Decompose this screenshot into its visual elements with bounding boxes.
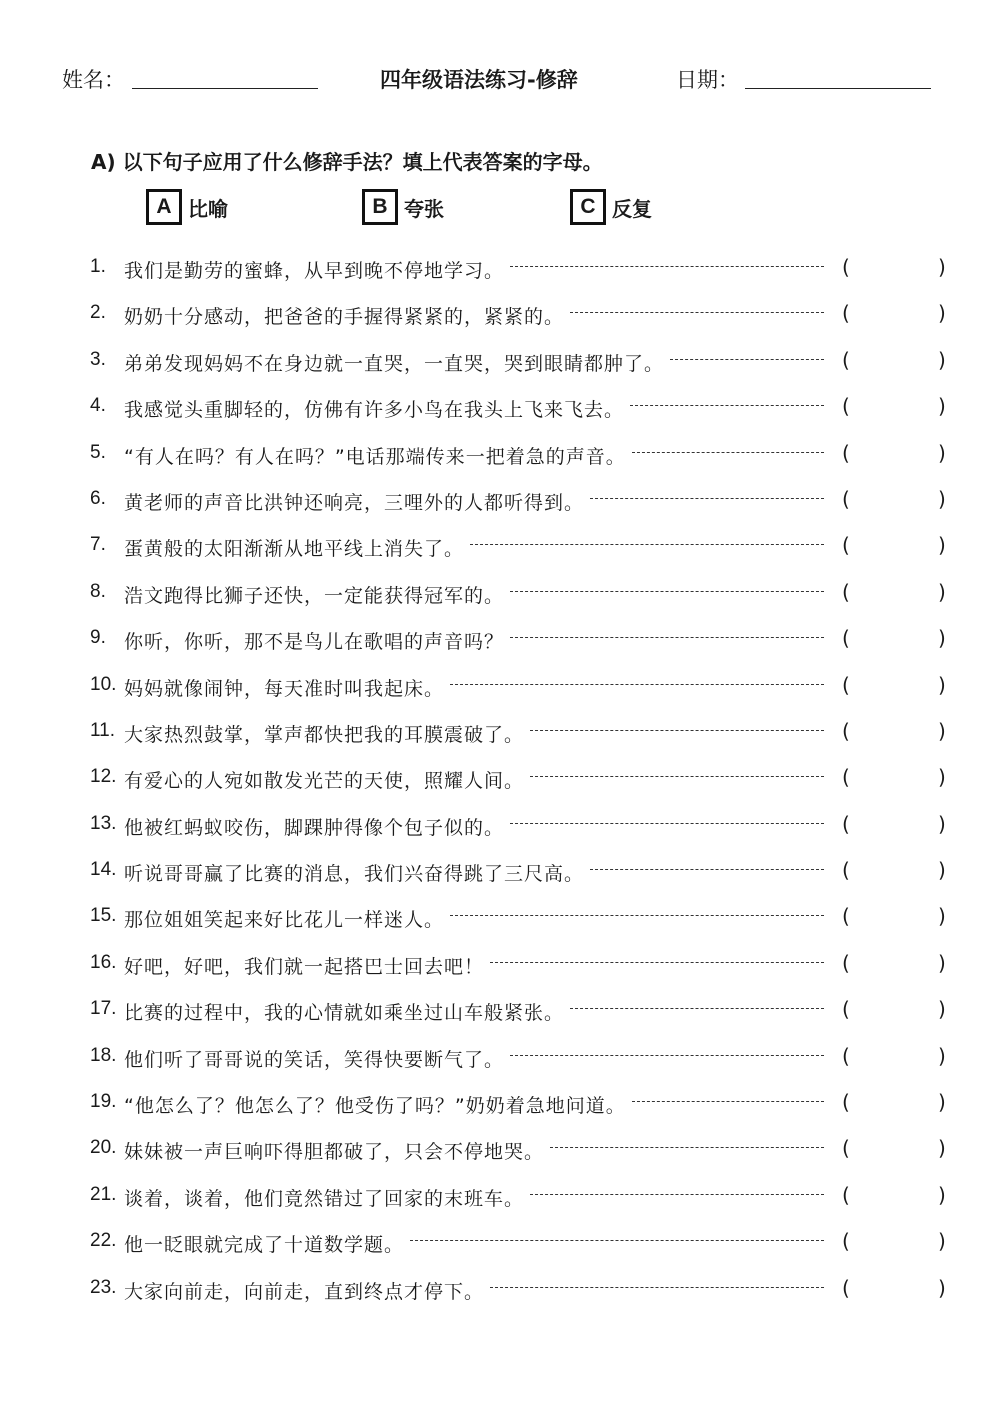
question-text: 妈妈就像闹钟，每天准时叫我起床。	[124, 677, 445, 700]
dashed-leader	[530, 1194, 824, 1195]
answer-paren-open: (	[842, 950, 850, 975]
dashed-leader	[530, 730, 824, 731]
dashed-leader	[490, 962, 824, 963]
question-text: “有人在吗？有人在吗？”电话那端传来一把着急的声音。	[124, 445, 626, 468]
question-row	[0, 432, 1000, 478]
answer-paren-open: (	[842, 1136, 850, 1161]
question-text: 蛋黄般的太阳渐渐从地平线上消失了。	[124, 538, 465, 561]
question-row	[0, 1127, 1000, 1173]
dashed-leader	[410, 1240, 824, 1241]
answer-paren-close: )	[938, 1182, 946, 1207]
answer-paren-open: (	[842, 347, 850, 372]
answer-paren-open: (	[842, 301, 850, 326]
answer-paren-open: (	[842, 394, 850, 419]
question-row	[0, 385, 1000, 431]
dashed-leader	[550, 1147, 824, 1148]
dashed-leader	[590, 498, 824, 499]
option-b	[362, 187, 444, 227]
question-row	[0, 1035, 1000, 1081]
answer-paren-close: )	[938, 1090, 946, 1115]
question-row	[0, 1220, 1000, 1266]
dashed-leader	[670, 359, 824, 360]
dashed-leader	[570, 1008, 824, 1009]
question-row	[0, 942, 1000, 988]
option-c-label: 反复	[612, 196, 652, 221]
question-row	[0, 524, 1000, 570]
answer-paren-open: (	[842, 1043, 850, 1068]
answer-paren-close: )	[938, 1229, 946, 1254]
option-c	[570, 187, 652, 227]
answer-paren-close: )	[938, 1136, 946, 1161]
option-a-label: 比喻	[188, 196, 228, 221]
answer-paren-open: (	[842, 858, 850, 883]
name-blank-line[interactable]	[132, 88, 318, 89]
question-row	[0, 292, 1000, 338]
question-list	[0, 246, 1000, 1313]
dashed-leader	[632, 1101, 824, 1102]
question-number: 6.	[90, 487, 106, 509]
question-number: 3.	[90, 348, 106, 370]
dashed-leader	[510, 266, 824, 267]
page-title: 四年级语法练习-修辞	[380, 68, 578, 92]
worksheet-header	[0, 58, 1000, 98]
dashed-leader	[632, 452, 824, 453]
question-text: 他们听了哥哥说的笑话，笑得快要断气了。	[124, 1048, 505, 1071]
question-number: 5.	[90, 441, 106, 463]
answer-paren-open: (	[842, 672, 850, 697]
answer-paren-close: )	[938, 1043, 946, 1068]
dashed-leader	[630, 405, 824, 406]
answer-paren-open: (	[842, 1182, 850, 1207]
question-text: 好吧，好吧，我们就一起搭巴士回去吧！	[124, 955, 485, 978]
answer-options	[0, 187, 1000, 227]
option-c-letter-box: C	[570, 189, 606, 225]
question-text: 你听，你听，那不是鸟儿在歌唱的声音吗？	[124, 631, 505, 654]
question-text: “他怎么了？他怎么了？他受伤了吗？”奶奶着急地问道。	[124, 1095, 626, 1118]
question-number: 21.	[90, 1183, 117, 1205]
question-number: 16.	[90, 951, 117, 973]
question-text: 谈着，谈着，他们竟然错过了回家的末班车。	[124, 1187, 525, 1210]
question-number: 11.	[90, 719, 116, 741]
question-row	[0, 478, 1000, 524]
question-number: 17.	[90, 998, 117, 1020]
answer-paren-close: )	[938, 811, 946, 836]
question-number: 15.	[90, 905, 117, 927]
answer-paren-close: )	[938, 718, 946, 743]
answer-paren-close: )	[938, 347, 946, 372]
question-number: 7.	[90, 534, 106, 556]
answer-paren-close: )	[938, 394, 946, 419]
answer-paren-close: )	[938, 579, 946, 604]
date-label: 日期：	[676, 68, 739, 92]
question-text: 妹妹被一声巨响吓得胆都破了，只会不停地哭。	[124, 1141, 545, 1164]
question-number: 10.	[90, 673, 117, 695]
question-number: 12.	[90, 766, 117, 788]
dashed-leader	[530, 776, 824, 777]
answer-paren-open: (	[842, 718, 850, 743]
option-b-label: 夸张	[404, 196, 444, 221]
answer-paren-close: )	[938, 672, 946, 697]
question-text: 大家向前走，向前走，直到终点才停下。	[124, 1280, 485, 1303]
dashed-leader	[510, 637, 824, 638]
dashed-leader	[450, 915, 824, 916]
answer-paren-close: )	[938, 301, 946, 326]
answer-paren-open: (	[842, 579, 850, 604]
question-text: 大家热烈鼓掌，掌声都快把我的耳膜震破了。	[124, 723, 525, 746]
option-a-letter-box: A	[146, 189, 182, 225]
question-number: 2.	[90, 302, 106, 324]
answer-paren-close: )	[938, 950, 946, 975]
question-number: 4.	[90, 395, 106, 417]
question-text: 我们是勤劳的蜜蜂，从早到晚不停地学习。	[124, 260, 505, 282]
question-row	[0, 1081, 1000, 1127]
question-number: 19.	[90, 1091, 117, 1113]
question-row	[0, 571, 1000, 617]
question-row	[0, 617, 1000, 663]
answer-paren-open: (	[842, 533, 850, 558]
question-text: 比赛的过程中，我的心情就如乘坐过山车般紧张。	[124, 1002, 565, 1025]
question-row	[0, 1174, 1000, 1220]
question-number: 9.	[90, 627, 106, 649]
answer-paren-open: (	[842, 811, 850, 836]
answer-paren-open: (	[842, 440, 850, 465]
question-number: 18.	[90, 1044, 117, 1066]
question-number: 1.	[90, 256, 106, 277]
question-text: 我感觉头重脚轻的，仿佛有许多小鸟在我头上飞来飞去。	[124, 399, 625, 422]
date-blank-line[interactable]	[745, 88, 931, 89]
answer-paren-close: )	[938, 997, 946, 1022]
question-number: 14.	[90, 859, 117, 881]
question-number: 23.	[90, 1276, 117, 1298]
answer-paren-close: )	[938, 440, 946, 465]
question-row	[0, 756, 1000, 802]
question-text: 他一眨眼就完成了十道数学题。	[124, 1234, 405, 1257]
answer-paren-close: )	[938, 904, 946, 929]
answer-paren-open: (	[842, 255, 850, 279]
answer-paren-close: )	[938, 626, 946, 651]
question-row	[0, 803, 1000, 849]
question-row	[0, 339, 1000, 385]
answer-paren-close: )	[938, 486, 946, 511]
dashed-leader	[470, 544, 824, 545]
question-row	[0, 895, 1000, 941]
dashed-leader	[570, 312, 824, 313]
question-row	[0, 664, 1000, 710]
question-text: 奶奶十分感动，把爸爸的手握得紧紧的，紧紧的。	[124, 306, 565, 329]
answer-paren-close: )	[938, 1275, 946, 1300]
question-text: 听说哥哥赢了比赛的消息，我们兴奋得跳了三尺高。	[124, 863, 585, 886]
question-row	[0, 988, 1000, 1034]
dashed-leader	[490, 1287, 824, 1288]
question-text: 他被红蚂蚁咬伤，脚踝肿得像个包子似的。	[124, 816, 505, 839]
question-number: 13.	[90, 812, 117, 834]
dashed-leader	[510, 591, 824, 592]
answer-paren-close: )	[938, 765, 946, 790]
question-row	[0, 1267, 1000, 1313]
answer-paren-close: )	[938, 858, 946, 883]
question-row	[0, 710, 1000, 756]
question-text: 浩文跑得比狮子还快，一定能获得冠军的。	[124, 584, 505, 607]
option-b-letter-box: B	[362, 189, 398, 225]
dashed-leader	[510, 823, 824, 824]
question-number: 22.	[90, 1230, 117, 1252]
section-a-instruction: A) 以下句子应用了什么修辞手法？填上代表答案的字母。	[91, 150, 603, 174]
answer-paren-open: (	[842, 765, 850, 790]
question-row	[0, 246, 1000, 292]
dashed-leader	[450, 684, 824, 685]
name-label: 姓名：	[62, 68, 125, 92]
answer-paren-close: )	[938, 255, 946, 279]
question-number: 20.	[90, 1137, 117, 1159]
option-a	[146, 187, 228, 227]
answer-paren-open: (	[842, 626, 850, 651]
answer-paren-close: )	[938, 533, 946, 558]
question-text: 有爱心的人宛如散发光芒的天使，照耀人间。	[124, 770, 525, 793]
dashed-leader	[510, 1055, 824, 1056]
answer-paren-open: (	[842, 1090, 850, 1115]
question-text: 那位姐姐笑起来好比花儿一样迷人。	[124, 909, 445, 932]
question-text: 黄老师的声音比洪钟还响亮，三哩外的人都听得到。	[124, 491, 585, 514]
question-text: 弟弟发现妈妈不在身边就一直哭，一直哭，哭到眼睛都肿了。	[124, 352, 665, 375]
question-row	[0, 849, 1000, 895]
question-number: 8.	[90, 580, 106, 602]
answer-paren-open: (	[842, 904, 850, 929]
dashed-leader	[590, 869, 824, 870]
answer-paren-open: (	[842, 1229, 850, 1254]
answer-paren-open: (	[842, 1275, 850, 1300]
answer-paren-open: (	[842, 486, 850, 511]
answer-paren-open: (	[842, 997, 850, 1022]
